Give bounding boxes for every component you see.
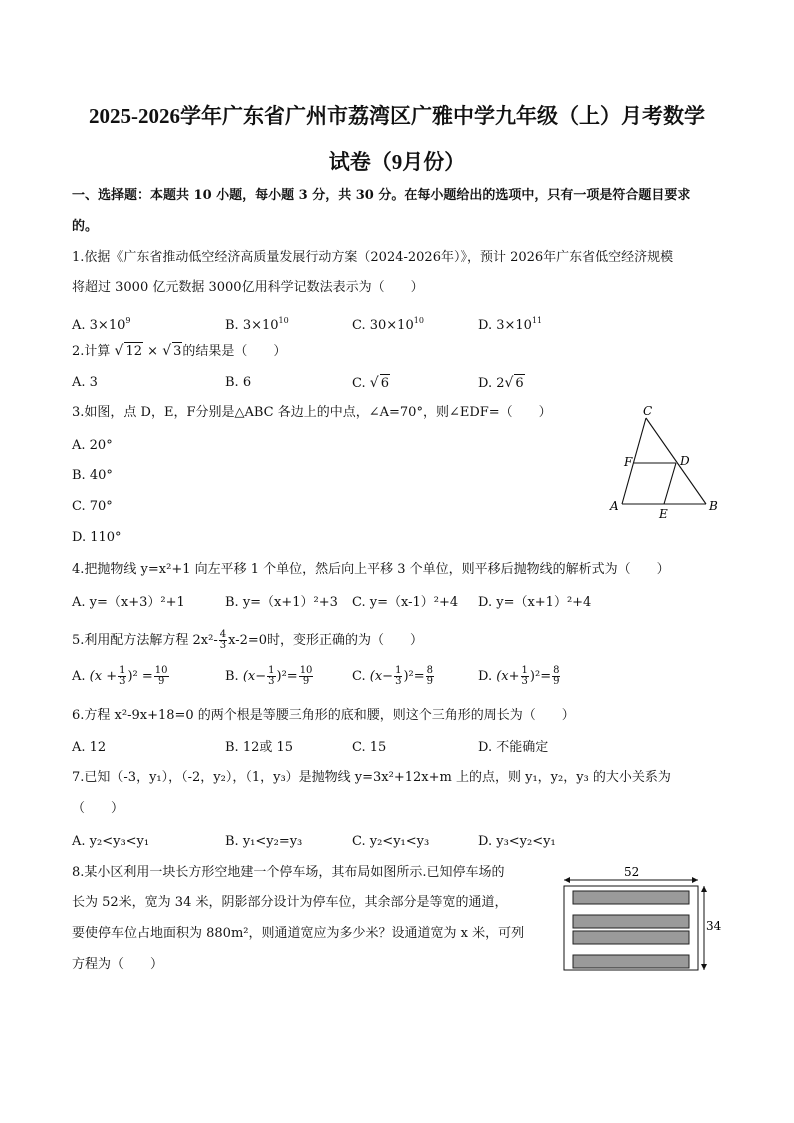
q4-stem: 4.把抛物线 y=x²+1 向左平移 1 个单位，然后向上平移 3 个单位，则平移后抛物线的解析式为（ ） — [72, 562, 670, 577]
vertex-label-d: D — [680, 454, 690, 468]
width-label: 52 — [624, 865, 640, 879]
q4-option-b: B. y=（x+1）²+3 — [225, 595, 338, 610]
q8-stem-line4: 方程为（ ） — [72, 957, 164, 972]
q7-stem-line1: 7.已知（-3，y₁），（-2，y₂），（1，y₃）是抛物线 y=3x²+12x+m 上的点，则 y₁，y₂，y₃ 的大小关系为 — [72, 770, 671, 785]
q3-option-a: A. 20° — [72, 438, 113, 453]
parking-lot-figure — [558, 862, 728, 974]
exam-title-line2: 试卷（9月份） — [328, 150, 466, 174]
q5-option-c: C. (x− $\frac{1}{3}$ )²= $\frac{8}{9}$ — [352, 665, 433, 687]
vertex-label-a: A — [610, 499, 619, 513]
q3-option-b: B. 40° — [72, 468, 113, 483]
q6-option-d: D. 不能确定 — [478, 740, 549, 755]
section-heading: 一、选择题：本题共 10 小题，每小题 3 分，共 30 分。在每小题给出的选项中，只有一项是符合题目要求 — [72, 188, 691, 203]
parking-row-3 — [573, 931, 689, 944]
vertex-label-e: E — [659, 507, 668, 521]
vertex-label-f: F — [624, 455, 633, 469]
parking-row-1 — [573, 891, 689, 904]
q1-option-d: D. $3\times 10^{11}$ — [478, 316, 543, 333]
q1-stem-line1: 1.依据《广东省推动低空经济高质量发展行动方案（2024-2026年）》，预计 2026年广东省低空经济规模 — [72, 250, 674, 265]
vertex-label-b: B — [709, 499, 718, 513]
q1-option-a: A. $3\times 10^9$ — [72, 316, 131, 333]
q2-option-b: B. 6 — [225, 375, 252, 390]
q1-option-b: B. $3\times 10^{10}$ — [225, 316, 289, 333]
q7-option-d: D. y₃<y₂<y₁ — [478, 834, 556, 849]
q5-stem: 5.利用配方法解方程 2x²- $\frac{4}{3}$ x-2=0时，变形正确的为（ ） — [72, 629, 424, 651]
q8-stem-line2: 长为 52米，宽为 34 米，阴影部分设计为停车位，其余部分是等宽的通道， — [72, 895, 508, 910]
height-label: 34 — [706, 919, 722, 933]
q8-stem-line1: 8.某小区利用一块长方形空地建一个停车场，其布局如图所示.已知停车场的 — [72, 865, 505, 880]
exam-title-line1: 2025-2026学年广东省广州市荔湾区广雅中学九年级（上）月考数学 — [89, 104, 705, 128]
q6-stem: 6.方程 x²-9x+18=0 的两个根是等腰三角形的底和腰，则这个三角形的周长为（ ） — [72, 708, 575, 723]
q6-option-a: A. 12 — [72, 740, 107, 755]
q7-option-c: C. y₂<y₁<y₃ — [352, 834, 430, 849]
parking-row-2 — [573, 915, 689, 928]
q2-option-d: D. 2√ 6 — [478, 375, 524, 391]
q7-option-a: A. y₂<y₃<y₁ — [72, 834, 150, 849]
q5-option-b: B. (x− $\frac{1}{3}$ )²= $\frac{10}{9}$ — [225, 665, 313, 687]
q3-option-d: D. 110° — [72, 530, 122, 545]
q1-stem-line2: 将超过 3000 亿元数据 3000亿用科学记数法表示为（ ） — [72, 280, 424, 295]
vertex-label-c: C — [643, 404, 653, 418]
parking-row-4 — [573, 955, 689, 968]
q4-option-d: D. y=（x+1）²+4 — [478, 595, 592, 610]
q4-option-c: C. y=（x-1）²+4 — [352, 595, 459, 610]
q2-option-a: A. 3 — [72, 375, 98, 390]
q7-option-b: B. y₁<y₂=y₃ — [225, 834, 303, 849]
q1-option-c: C. $30\times 10^{10}$ — [352, 316, 424, 333]
q2-radicand-2: 3 — [173, 344, 182, 359]
section-heading-cont: 的。 — [72, 219, 99, 234]
q2-option-c: C. √ 6 — [352, 375, 389, 391]
q6-option-b: B. 12或 15 — [225, 740, 294, 755]
q5-option-d: D. (x+ $\frac{1}{3}$ )²= $\frac{8}{9}$ — [478, 665, 560, 687]
triangle-figure — [600, 402, 730, 524]
q4-option-a: A. y=（x+3）²+1 — [72, 595, 185, 610]
q2-stem: 2.计算 √ 12 × √ 3的结果是（ ） — [72, 343, 287, 359]
q2-radicand-1: 12 — [125, 344, 143, 359]
q5-option-a: A. (x + $\frac{1}{3}$ )² = $\frac{10}{9}$ — [72, 665, 168, 687]
q7-stem-line2: （ ） — [72, 801, 125, 816]
q6-option-c: C. 15 — [352, 740, 387, 755]
q3-stem: 3.如图，点 D，E，F分别是△ABC 各边上的中点，∠A=70°，则∠EDF=（ ） — [72, 405, 552, 420]
q8-stem-line3: 要使停车位占地面积为 880m²，则通道宽应为多少米？设通道宽为 x 米，可列 — [72, 926, 525, 941]
q3-option-c: C. 70° — [72, 499, 113, 514]
